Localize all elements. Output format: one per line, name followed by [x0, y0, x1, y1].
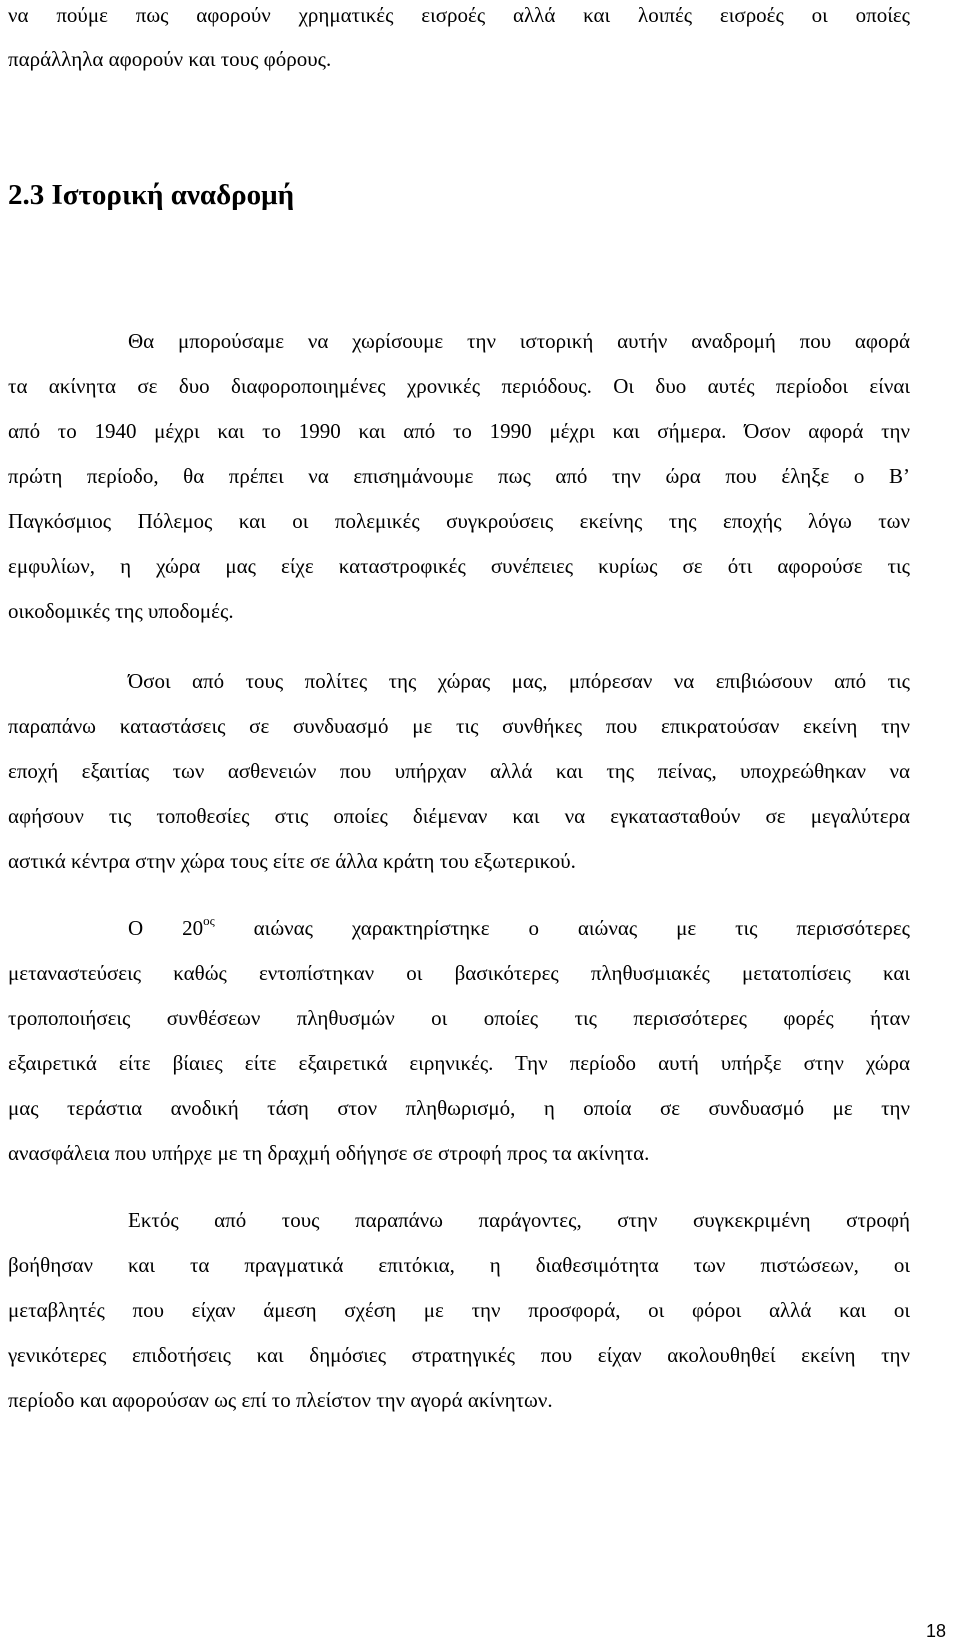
p1-line-3: από το 1940 μέχρι και το 1990 και από το 1990 μέχρι και σήμερα. Όσον αφορά την	[8, 419, 910, 443]
p1-line-2: τα ακίνητα σε δυο διαφοροποιημένες χρονικές περιόδους. Οι δυο αυτές περίοδοι είναι	[8, 374, 910, 398]
p3-ordinal-suffix: ος	[203, 913, 215, 928]
p1-line-1: Θα μπορούσαμε να χωρίσουμε την ιστορική αυτήν αναδρομή που αφορά	[128, 329, 910, 353]
p3-line-6: ανασφάλεια που υπήρχε με τη δραχμή οδήγησε σε στροφή προς τα ακίνητα.	[8, 1141, 650, 1165]
p3-line-1	[128, 915, 910, 941]
p1-line-4: πρώτη περίοδο, θα πρέπει να επισημάνουμε πως από την ώρα που έληξε ο Β’	[8, 464, 910, 488]
intro-line-1: να πούμε πως αφορούν χρηματικές εισροές αλλά και λοιπές εισροές οι οποίες	[8, 3, 910, 27]
intro-line-2: παράλληλα αφορούν και τους φόρους.	[8, 47, 332, 71]
p3-line-2: μεταναστεύσεις καθώς εντοπίστηκαν οι βασικότερες πληθυσμιακές μετατοπίσεις και	[8, 961, 910, 985]
section-heading: 2.3 Ιστορική αναδρομή	[8, 179, 295, 211]
p4-line-1: Εκτός από τους παραπάνω παράγοντες, στην συγκεκριμένη στροφή	[128, 1208, 910, 1232]
p2-line-4: αφήσουν τις τοποθεσίες στις οποίες διέμεναν και να εγκατασταθούν σε μεγαλύτερα	[8, 804, 910, 828]
p2-line-5: αστικά κέντρα στην χώρα τους είτε σε άλλα κράτη του εξωτερικού.	[8, 849, 576, 873]
page-number: 18	[925, 1621, 946, 1641]
p2-line-3: εποχή εξαιτίας των ασθενειών που υπήρχαν αλλά και της πείνας, υποχρεώθηκαν να	[8, 759, 910, 783]
p3-line-1-rest: αιώνας χαρακτηρίστηκε ο αιώνας με τις περισσότερες	[214, 916, 910, 940]
p2-line-2: παραπάνω καταστάσεις σε συνδυασμό με τις συνθήκες που επικρατούσαν εκείνη την	[8, 714, 910, 738]
p3-line-5: μας τεράστια ανοδική τάση στον πληθωρισμό, η οποία σε συνδυασμό με την	[8, 1096, 910, 1120]
p4-line-4: γενικότερες επιδοτήσεις και δημόσιες στρατηγικές που είχαν ακολουθηθεί εκείνη την	[8, 1343, 910, 1367]
p1-line-6: εμφυλίων, η χώρα μας είχε καταστροφικές συνέπειες κυρίως σε ότι αφορούσε τις	[8, 554, 910, 578]
p4-line-3: μεταβλητές που είχαν άμεση σχέση με την προσφορά, οι φόροι αλλά και οι	[8, 1298, 910, 1322]
p2-line-1: Όσοι από τους πολίτες της χώρας μας, μπόρεσαν να επιβιώσουν από τις	[128, 669, 910, 693]
p1-line-7: οικοδομικές της υποδομές.	[8, 599, 234, 623]
p3-line-4: εξαιρετικά είτε βίαιες είτε εξαιρετικά ειρηνικές. Την περίοδο αυτή υπήρξε στην χώρα	[8, 1051, 910, 1075]
p4-line-2: βοήθησαν και τα πραγματικά επιτόκια, η διαθεσιμότητα των πιστώσεων, οι	[8, 1253, 910, 1277]
p4-line-5: περίοδο και αφορούσαν ως επί το πλείστον την αγορά ακίνητων.	[8, 1388, 553, 1412]
p1-line-5: Παγκόσμιος Πόλεμος και οι πολεμικές συγκρούσεις εκείνης της εποχής λόγω των	[8, 509, 910, 533]
p3-century-number: Ο 20	[128, 916, 204, 940]
p3-line-3: τροποποιήσεις συνθέσεων πληθυσμών οι οποίες τις περισσότερες φορές ήταν	[8, 1006, 910, 1030]
